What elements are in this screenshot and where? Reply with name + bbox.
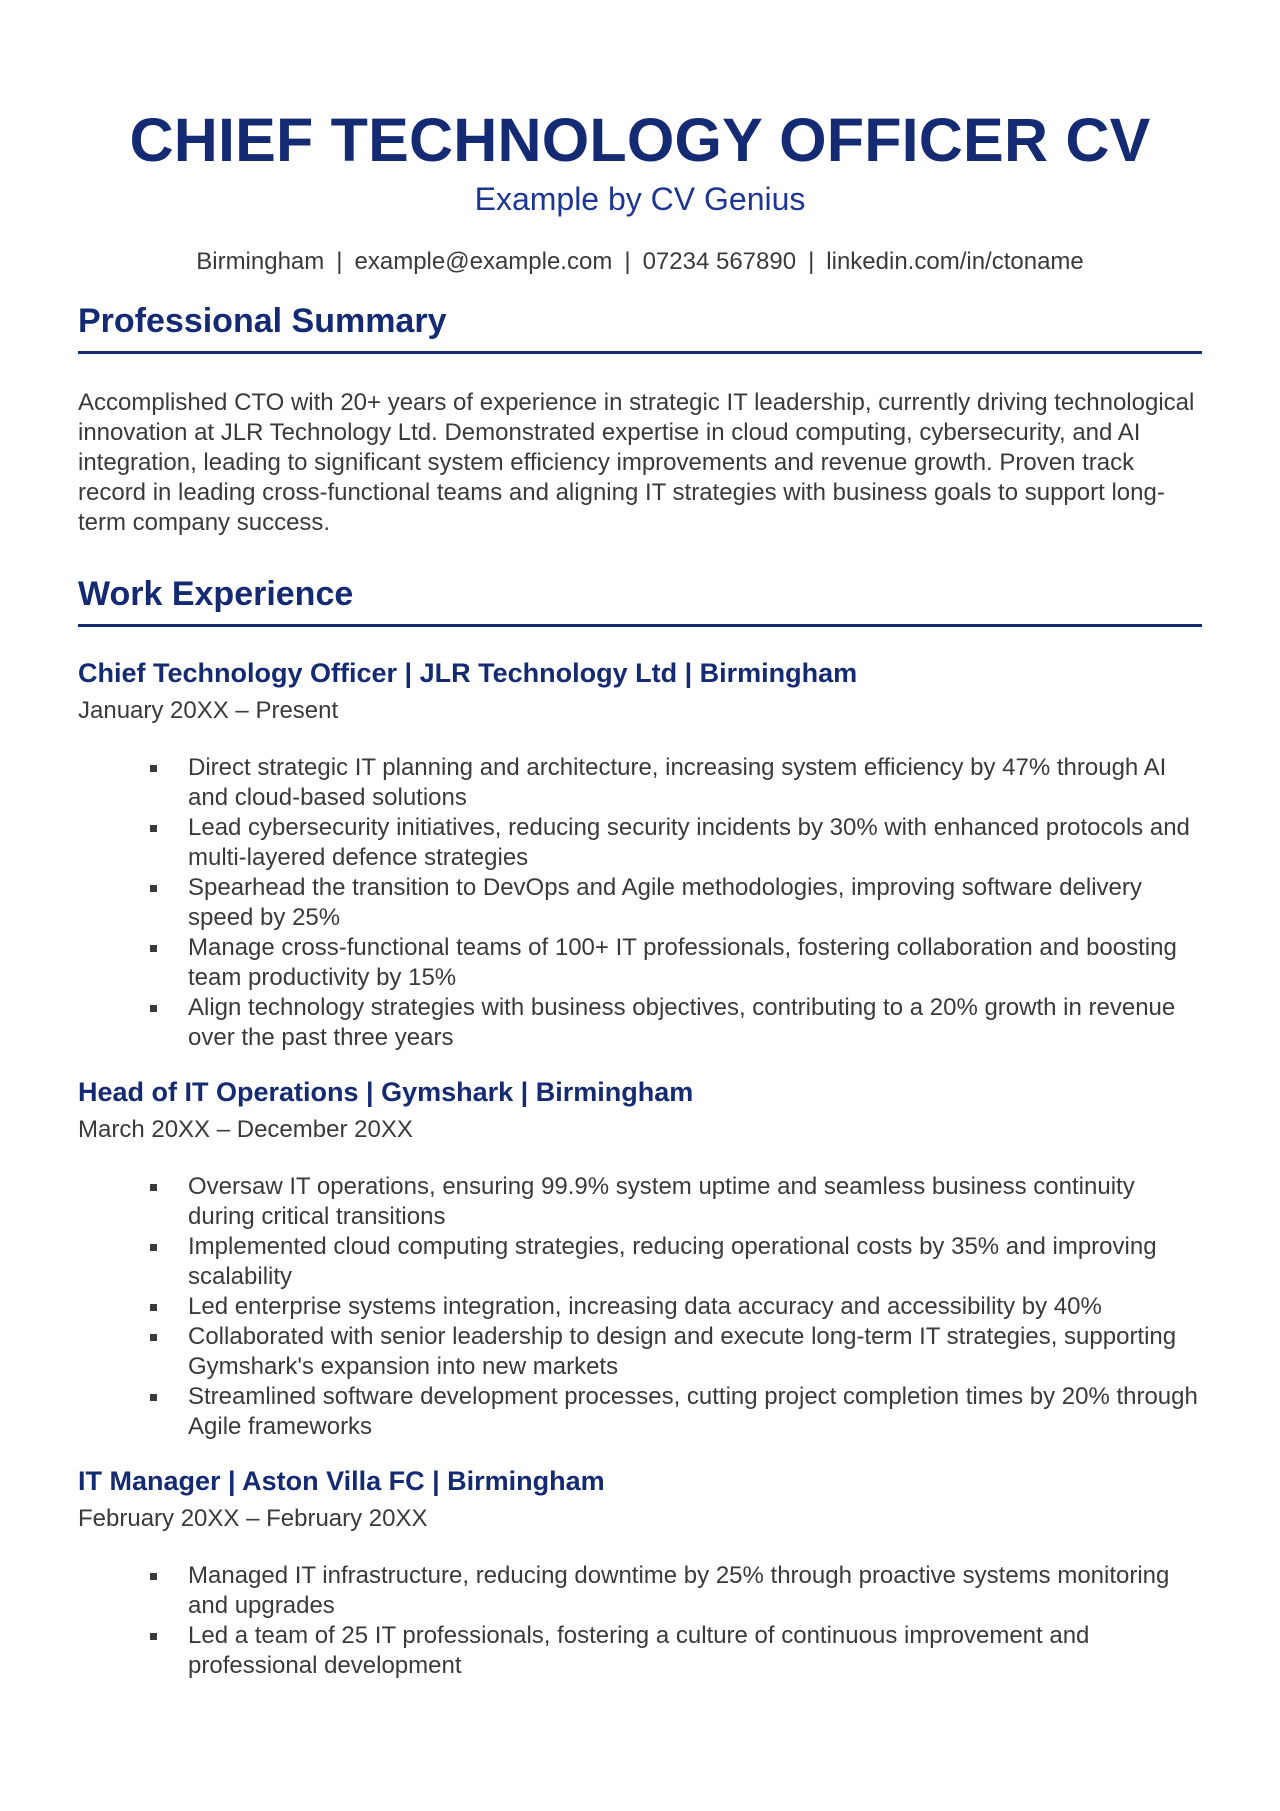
contact-separator: | (624, 248, 631, 275)
bullet-text: Direct strategic IT planning and architecture, increasing system efficiency by 47% through AI and cloud-based solutions (188, 754, 1167, 811)
list-item (188, 1621, 1202, 1681)
square-bullet-icon (150, 1005, 157, 1012)
bullet-text: Collaborated with senior leadership to design and execute long-term IT strategies, supporting Gymshark's expansion into new markets (188, 1323, 1177, 1380)
square-bullet-icon (150, 1304, 157, 1311)
page-subtitle: Example by CV Genius (474, 181, 806, 217)
list-item (188, 993, 1202, 1053)
bullet-text: Implemented cloud computing strategies, reducing operational costs by 35% and improving scalability (188, 1233, 1157, 1290)
bullet-text: Manage cross-functional teams of 100+ IT professionals, fostering collaboration and boosting team productivity by 15% (188, 934, 1177, 991)
list-item (188, 1322, 1202, 1382)
list-item (188, 1232, 1202, 1292)
job-dates: February 20XX – February 20XX (78, 1505, 428, 1532)
square-bullet-icon (150, 1633, 157, 1640)
square-bullet-icon (150, 1244, 157, 1251)
bullet-text: Managed IT infrastructure, reducing downtime by 25% through proactive systems monitoring and upgrades (188, 1562, 1170, 1619)
list-item (188, 753, 1202, 813)
square-bullet-icon (150, 1184, 157, 1191)
job-dates: March 20XX – December 20XX (78, 1116, 413, 1143)
list-item (188, 1382, 1202, 1442)
job-bullet-list (78, 753, 1202, 1053)
job-entry (78, 1465, 1202, 1681)
job-dates: January 20XX – Present (78, 697, 339, 724)
job-title: IT Manager | Aston Villa FC | Birmingham (78, 1466, 605, 1496)
square-bullet-icon (150, 885, 157, 892)
list-item (188, 1292, 1202, 1322)
bullet-text: Streamlined software development processes, cutting project completion times by 20% through Agile frameworks (188, 1383, 1198, 1440)
page-title: CHIEF TECHNOLOGY OFFICER CV (129, 106, 1151, 174)
job-bullet-list (78, 1172, 1202, 1442)
job-entry (78, 657, 1202, 1053)
bullet-text: Align technology strategies with business objectives, contributing to a 20% growth in revenue over the past three years (188, 994, 1176, 1051)
contact-line (78, 247, 1202, 277)
job-entry (78, 1076, 1202, 1442)
bullet-text: Led enterprise systems integration, increasing data accuracy and accessibility by 40% (188, 1293, 1102, 1320)
bullet-text: Led a team of 25 IT professionals, fostering a culture of continuous improvement and professional development (188, 1622, 1090, 1679)
list-item (188, 813, 1202, 873)
summary-text: Accomplished CTO with 20+ years of experience in strategic IT leadership, currently driving technological innovation at JLR Technology Ltd. Demonstrated expertise in cloud computing, cybersecurity, and AI integration, leading to significant system efficiency improvements and revenue growth. Proven track record in leading cross-functional teams and aligning IT strategies with business goals to support long-term company success. (78, 389, 1195, 536)
list-item (188, 1172, 1202, 1232)
job-bullet-list (78, 1561, 1202, 1681)
list-item (188, 1561, 1202, 1621)
contact-linkedin[interactable]: linkedin.com/in/ctoname (826, 248, 1084, 275)
square-bullet-icon (150, 1394, 157, 1401)
job-title: Chief Technology Officer | JLR Technology Ltd | Birmingham (78, 658, 858, 688)
square-bullet-icon (150, 945, 157, 952)
square-bullet-icon (150, 1573, 157, 1580)
contact-separator: | (808, 248, 815, 275)
bullet-text: Oversaw IT operations, ensuring 99.9% system uptime and seamless business continuity during critical transitions (188, 1173, 1135, 1230)
bullet-text: Spearhead the transition to DevOps and Agile methodologies, improving software delivery speed by 25% (188, 874, 1142, 931)
square-bullet-icon (150, 1334, 157, 1341)
contact-separator: | (336, 248, 343, 275)
square-bullet-icon (150, 765, 157, 772)
work-heading: Work Experience (78, 574, 1202, 627)
contact-phone: 07234 567890 (642, 248, 797, 275)
summary-heading: Professional Summary (78, 301, 1202, 354)
list-item (188, 873, 1202, 933)
bullet-text: Lead cybersecurity initiatives, reducing security incidents by 30% with enhanced protocols and multi-layered defence strategies (188, 814, 1190, 871)
square-bullet-icon (150, 825, 157, 832)
contact-email[interactable]: example@example.com (354, 248, 613, 275)
contact-location: Birmingham (196, 248, 325, 275)
list-item (188, 933, 1202, 993)
job-title: Head of IT Operations | Gymshark | Birmingham (78, 1077, 694, 1107)
